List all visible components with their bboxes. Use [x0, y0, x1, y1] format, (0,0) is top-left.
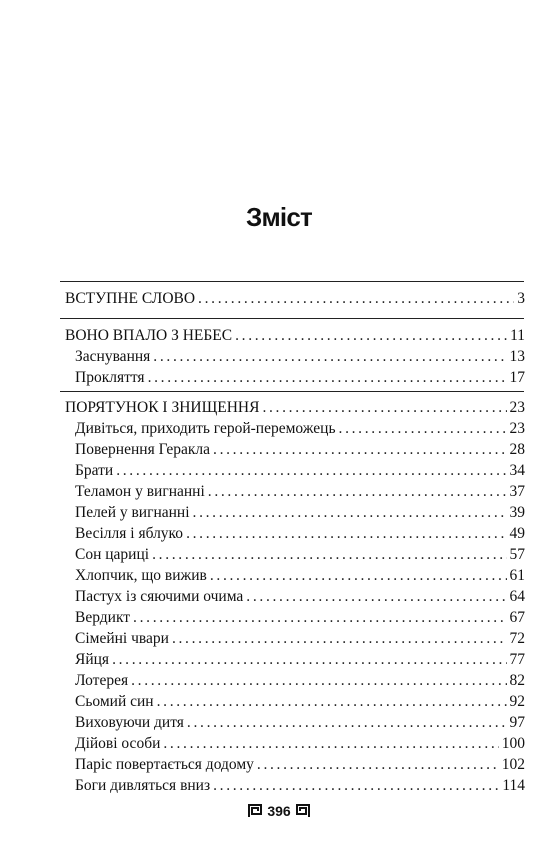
toc-section-title: ПОРЯТУНОК І ЗНИЩЕННЯ: [65, 399, 260, 416]
toc-entry[interactable]: [75, 503, 525, 523]
toc-entry-title: Боги дивляться вниз: [75, 777, 211, 794]
greek-key-ornament-right-icon: [296, 804, 310, 818]
toc-entry-title: Лотерея: [75, 672, 129, 689]
dot-leader: [187, 713, 507, 733]
toc-section-title: ВСТУПНЕ СЛОВО: [65, 290, 196, 307]
toc-page-number: 49: [509, 525, 525, 542]
toc-page-number: 67: [509, 609, 525, 626]
toc-section[interactable]: [65, 398, 525, 418]
toc-page-number: 102: [501, 756, 525, 773]
dot-leader: [133, 608, 506, 628]
toc-entry-title: Заснування: [75, 348, 151, 365]
toc-page-number: 100: [501, 735, 525, 752]
page-footer: [0, 803, 558, 819]
toc-entry-title: Хлопчик, що вижив: [75, 567, 207, 584]
toc-page-number: 39: [509, 504, 525, 521]
toc-entry[interactable]: [75, 629, 525, 649]
toc-page-number: 3: [517, 290, 525, 307]
dot-leader: [112, 650, 506, 670]
toc-section-title: ВОНО ВПАЛО З НЕБЕС: [65, 327, 233, 344]
dot-leader: [153, 347, 506, 367]
toc-entry-title: Весілля і яблуко: [75, 525, 184, 542]
dot-leader: [116, 461, 506, 481]
divider: [60, 281, 524, 282]
toc-page-number: 72: [509, 630, 525, 647]
toc-page-number: 64: [509, 588, 525, 605]
toc-entry-title: Пастух із сяючими очима: [75, 588, 244, 605]
toc-entry[interactable]: [75, 776, 525, 796]
toc-entry[interactable]: [75, 419, 525, 439]
toc-entry[interactable]: [75, 650, 525, 670]
toc-page-number: 114: [502, 777, 525, 794]
dot-leader: [210, 566, 507, 586]
toc-section[interactable]: [65, 289, 525, 309]
greek-key-ornament-left-icon: [248, 804, 262, 818]
toc-section[interactable]: [65, 326, 525, 346]
dot-leader: [163, 734, 498, 754]
toc-entry-title: Брати: [75, 462, 114, 479]
toc-entry-title: Дійові особи: [75, 735, 161, 752]
dot-leader: [152, 545, 506, 565]
dot-leader: [213, 440, 506, 460]
page-title: Зміст: [246, 202, 312, 232]
toc-entry[interactable]: [75, 347, 525, 367]
toc-entry[interactable]: [75, 671, 525, 691]
toc-entry[interactable]: [75, 440, 525, 460]
dot-leader: [198, 289, 514, 309]
toc-entry-title: Пелей у вигнанні: [75, 504, 190, 521]
toc-entry-title: Яйця: [75, 651, 110, 668]
dot-leader: [213, 776, 499, 796]
toc-entry[interactable]: [75, 368, 525, 388]
toc-entry-title: Сон цариці: [75, 546, 150, 563]
dot-leader: [186, 524, 506, 544]
toc-entry-title: Виховуючи дитя: [75, 714, 184, 731]
dot-leader: [131, 671, 506, 691]
toc-entry-title: Повернення Геракла: [75, 441, 211, 458]
dot-leader: [157, 692, 507, 712]
toc-entry[interactable]: [75, 524, 525, 544]
toc-entry-title: Вердикт: [75, 609, 131, 626]
toc-page-number: 28: [509, 441, 525, 458]
divider: [60, 318, 524, 319]
toc-entry-title: Сімейні чвари: [75, 630, 169, 647]
toc-entry-title: Прокляття: [75, 369, 145, 386]
toc-entry[interactable]: [75, 461, 525, 481]
toc-page-number: 23: [509, 420, 525, 437]
page-number: 396: [267, 803, 291, 819]
dot-leader: [172, 629, 507, 649]
dot-leader: [148, 368, 507, 388]
toc-entry-title: Сьомий син: [75, 693, 154, 710]
toc-page-number: 17: [509, 369, 525, 386]
toc-entry-title: Паріс повертається додому: [75, 756, 254, 773]
toc-entry[interactable]: [75, 482, 525, 502]
dot-leader: [208, 482, 507, 502]
toc-page-number: 77: [509, 651, 525, 668]
toc-page-number: 97: [509, 714, 525, 731]
toc-page-number: 92: [509, 693, 525, 710]
dot-leader: [257, 755, 499, 775]
toc-entry[interactable]: [75, 734, 525, 754]
dot-leader: [339, 419, 507, 439]
toc-entry[interactable]: [75, 587, 525, 607]
toc-page-number: 57: [509, 546, 525, 563]
toc-page-number: 37: [509, 483, 525, 500]
toc-page-number: 11: [510, 327, 525, 344]
dot-leader: [193, 503, 507, 523]
toc-entry[interactable]: [75, 608, 525, 628]
toc-entry-title: Теламон у вигнанні: [75, 483, 205, 500]
toc-entry[interactable]: [75, 755, 525, 775]
toc-page-number: 13: [509, 348, 525, 365]
toc-entry[interactable]: [75, 713, 525, 733]
toc-entry[interactable]: [75, 545, 525, 565]
toc-entry[interactable]: [75, 692, 525, 712]
toc-entry[interactable]: [75, 566, 525, 586]
toc-entry-title: Дивіться, приходить герой-переможець: [75, 420, 336, 437]
toc-page-number: 82: [509, 672, 525, 689]
divider: [60, 391, 524, 392]
toc-page-number: 34: [509, 462, 525, 479]
dot-leader: [262, 398, 506, 418]
dot-leader: [235, 326, 507, 346]
toc-page-number: 23: [509, 399, 525, 416]
dot-leader: [246, 587, 506, 607]
toc-page-number: 61: [509, 567, 525, 584]
